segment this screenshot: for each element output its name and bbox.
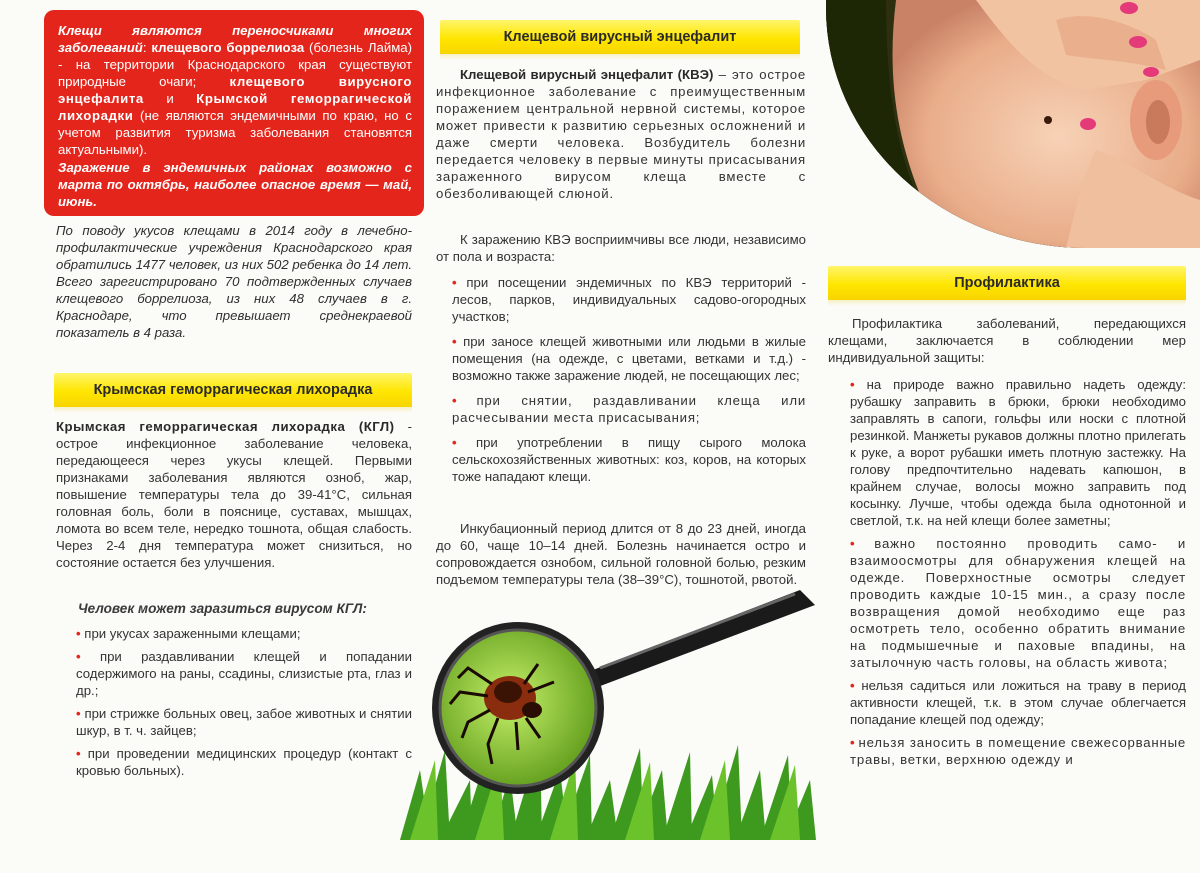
list-item: • важно постоянно проводить само- и взаимоосмотры для обнаружения клещей на одежде. Поверхностные осмотры следует проводить каждые 10-15 мин., а сразу после возвращения домой необходимо еще раз осмотреть тело, особенно обратить внимание на подмышечные и паховые впадины, на затылочную часть головы, на область живота; [850,536,1186,670]
list-item: • нельзя садиться или ложиться на траву в период активности клещей, т.к. в этом случае облегчается попадание клещей под одежду; [850,678,1186,727]
tick-on-neck-photo [826,0,1200,248]
kgl-term: Крымской геморрагической лихорадки [58,91,412,123]
list-item: • при употреблении в пищу сырого молока сельскохозяйственных животных: коз, коров, на которых тоже нападают клещи. [452,435,807,484]
warning-box: Клещи являются переносчиками многих заболеваний: клещевого боррелиоза (болезнь Лайма) - на территории Краснодарского края существуют природные очаги; клещевого вирусного энцефалита и Крымской геморрагической лихорадки (не являются эндемичными по краю, но с учетом развития туризма заболевания становятся актуальными). Заражение в эндемичных районах возможно с марта по октябрь, наиболее опасное время — май, июнь. [44,10,424,216]
kve-incubation: Инкубационный период длится от 8 до 23 дней, иногда до 60, чаще 10–14 дней. Болезнь начинается остро и сопровождается ознобом, сильной головной болью, резким подъемом температуры тела (38–39°С), тошнотой, рвотой. [436,521,806,587]
prof-banner [828,266,1186,300]
kgl-bullet-list [56,625,412,779]
kgl-subheading: Человек может заразиться вирусом КГЛ: [78,601,367,616]
borreliosis-term: клещевого боррелиоза [151,40,305,55]
kve-susceptible: К заражению КВЭ восприимчивы все люди, независимо от пола и возраста: [436,232,806,264]
list-item: • при укусах зараженными клещами; [76,626,301,641]
season-warning: Заражение в эндемичных районах возможно с марта по октябрь, наиболее опасное время — май, июнь. [58,160,412,209]
list-item: • при проведении медицинских процедур (контакт с кровью больных). [76,746,412,778]
stats-paragraph: По поводу укусов клещами в 2014 году в лечебно-профилактические учреждения Краснодарского края обратились 1477 человек, из них 502 ребенка до 14 лет. Всего зарегистрировано 70 подтвержденных случаев клещевого боррелиоза, из них 48 случаев в г. Краснодаре, что превышает среднекраевой показатель в 4 раза. [56,223,412,340]
photo-illustration [826,0,1200,248]
magnifier-lens [428,618,608,798]
list-item: • при раздавливании клещей и попадании содержимого на раны, ссадины, слизистые рта, глаз и др.; [76,649,412,698]
kve-heading: Клещевой вирусный энцефалит [503,29,737,45]
kve-bullet-list [436,274,806,485]
prof-bullet-list [828,376,1186,768]
prof-intro: Профилактика заболеваний, передающихся клещами, заключается в соблюдении мер индивидуальной защиты: [828,316,1186,365]
list-item: • при посещении эндемичных по КВЭ территорий - лесов, парков, индивидуальных садово-огородных участков; [452,275,806,324]
warning-lead: Клещи являются переносчиками многих заболеваний [58,23,412,55]
list-item: • нельзя заносить в помещение свежесорванные травы, ветки, верхнюю одежду и [850,735,1186,767]
kve-intro: Клещевой вирусный энцефалит (КВЭ) – это острое инфекционное заболевание с преимущественным поражением центральной нервной системы, которое может привести к развитию серьезных осложнений и даже смерти человека. Возбудитель болезни передается человеку в первые минуты присасывания зараженного вирусом клеща вместе с обезболивающей слюной. [436,67,806,201]
kve-banner [440,20,800,54]
kgl-intro: Крымская геморрагическая лихорадка (КГЛ) - острое инфекционное заболевание человека, передающееся через укусы клещей. Первыми признаками заболевания являются озноб, жар, повышение температуры тела до 39-41°С, сильная головная боль, боли в пояснице, суставах, мышцах, ломота во всем теле, нередко тошнота, общая слабость. Через 2-4 дня температура может снизиться, но состояние остается без улучшения. [56,419,412,570]
list-item: • при снятии, раздавливании клеща или расчесывании места присасывания; [452,393,806,425]
list-item: • при заносе клещей животными или людьми в жилые помещения (на одежде, с цветами, ветками и т.д.) - возможно также заражение людей, не посещающих лес; [452,334,806,383]
kgl-banner [54,373,412,407]
encephalitis-term: клещевого вирусного энцефалита [58,74,412,106]
prof-heading: Профилактика [954,275,1060,291]
kgl-heading: Крымская геморрагическая лихорадка [93,382,373,398]
list-item: • на природе важно правильно надеть одежду: рубашку заправить в брюки, брюки необходимо заправлять в сапоги, гольфы или носки с плотной резинкой. Манжеты рукавов должны плотно прилегать к руке, а ворот рубашки иметь плотную застежку. На голову предпочтительно надевать капюшон, в крайнем случае, волосы можно заправить под косынку. Лучше, чтобы одежда была однотонной и светлой, т.к. на ней клещи более заметны; [850,377,1186,528]
list-item: • при стрижке больных овец, забое животных и снятии шкур, в т. ч. зайцев; [76,706,412,738]
